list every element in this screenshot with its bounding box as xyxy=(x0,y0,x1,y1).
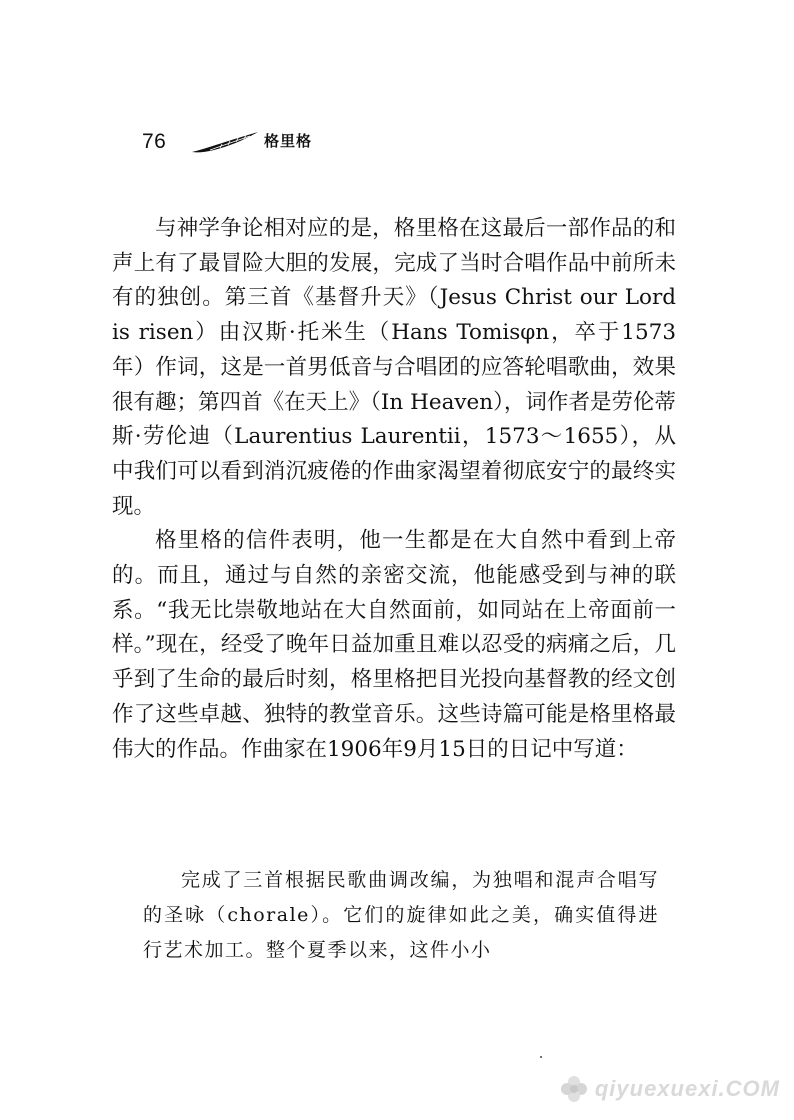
scan-speck xyxy=(540,1056,542,1058)
quote-text: 完成了三首根据民歌曲调改编，为独唱和混声合唱写的圣咏（chorale）。它们的旋律如此之美，确实值得进行艺术加工。整个夏季以来，这件小小 xyxy=(143,869,659,961)
running-title: 格里格 xyxy=(264,132,313,150)
paragraph: 格里格的信件表明，他一生都是在大自然中看到上帝的。而且，通过与自然的亲密交流，他能感受到与神的联系。“我无比崇敬地站在大自然面前，如同站在上帝面前一样。”现在，经受了晚年日益加重且难以忍受的病痛之后，几乎到了生命的最后时刻，格里格把目光投向基督教的经文创作了这些卓越、独特的教堂音乐。这些诗篇可能是格里格最伟大的作品。作曲家在1906年9月15日的日记中写道： xyxy=(112,528,676,762)
watermark xyxy=(559,1074,780,1104)
watermark-text: qiyuexuexi.COM xyxy=(594,1076,780,1101)
paragraph: 与神学争论相对应的是，格里格在这最后一部作品的和声上有了最冒险大胆的发展，完成了当时合唱作品中前所未有的独创。第三首《基督升天》（Jesus Christ our Lord is risen）由汉斯·托米生（Hans Tomisφn，卒于1573年）作词，这是一首男低音与合唱团的应答轮唱歌曲，效果很有趣；第四首《在天上》（In Heaven），词作者是劳伦蒂斯·劳伦迪（Laurentius Laurentii，1573～1655），从中我们可以看到消沉疲倦的作曲家渴望着彻底安宁的最终实现。 xyxy=(112,216,676,519)
page-number: 76 xyxy=(142,130,167,153)
flower-icon xyxy=(559,1074,589,1104)
body-text xyxy=(112,212,676,767)
block-quote xyxy=(143,863,659,968)
quill-pen-icon xyxy=(190,128,260,158)
page-header xyxy=(142,128,462,160)
